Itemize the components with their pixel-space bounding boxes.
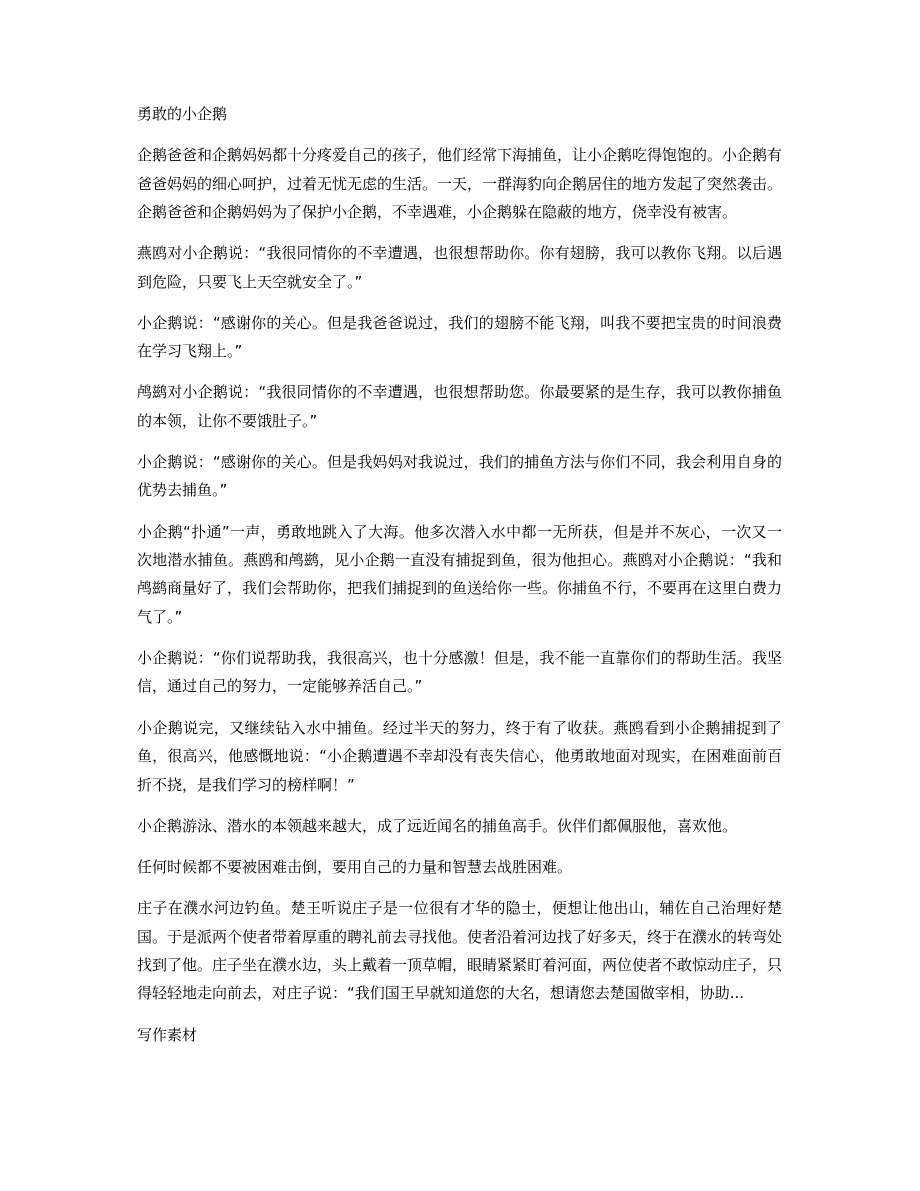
paragraph-10: 任何时候都不要被困难击倒，要用自己的力量和智慧去战胜困难。 [137, 857, 573, 876]
document-page [137, 100, 782, 1049]
paragraph-3: 小企鹅说：“感谢你的关心。但是我爸爸说过，我们的翅膀不能飞翔，叫我不要把宝贵的时间浪费在学习飞翔上。” [137, 313, 782, 361]
paragraph-9: 小企鹅游泳、潜水的本领越来越大，成了远近闻名的捕鱼高手。伙伴们都佩服他，喜欢他。 [137, 816, 738, 835]
paragraph-7: 小企鹅说：“你们说帮助我，我很高兴，也十分感激！但是，我不能一直靠你们的帮助生活。我坚信，通过自己的努力，一定能够养活自己。” [137, 649, 782, 696]
paragraph-5: 小企鹅说：“感谢你的关心。但是我妈妈对我说过，我们的捕鱼方法与你们不同，我会利用自身的优势去捕鱼。” [137, 453, 782, 500]
paragraph-6: 小企鹅“扑通”一声，勇敢地跳入了大海。他多次潜入水中都一无所获，但是并不灰心，一次又一次地潜水捕鱼。燕鸥和鸬鹚，见小企鹅一直没有捕捉到鱼，很为他担心。燕鸥对小企鹅说：“我和鸬鹚商量好了，我们会帮助你，把我们捕捉到的鱼送给你一些。你捕鱼不行，不要再在这里白费力气了。” [137, 522, 783, 626]
document-title: 勇敢的小企鹅 [137, 105, 228, 123]
paragraph-8: 小企鹅说完，又继续钻入水中捕鱼。经过半天的努力，终于有了收获。燕鸥看到小企鹅捕捉到了鱼，很高兴，他感慨地说：“小企鹅遭遇不幸却没有丧失信心，他勇敢地面对现实，在困难面前百折不挠，是我们学习的榜样啊！” [137, 718, 782, 794]
paragraph-4: 鸬鹚对小企鹅说：“我很同情你的不幸遭遇，也很想帮助您。你最要紧的是生存，我可以教你捕鱼的本领，让你不要饿肚子。” [137, 383, 782, 430]
paragraph-11: 庄子在濮水河边钓鱼。楚王听说庄子是一位很有才华的隐士，便想让他出山，辅佐自己治理好楚国。于是派两个使者带着厚重的聘礼前去寻找他。使者沿着河边找了好多天，终于在濮水的转弯处找到了他。庄子坐在濮水边，头上戴着一顶草帽，眼睛紧紧盯着河面，两位使者不敢惊动庄子，只得轻轻地走向前去，对庄子说：“我们国王早就知道您的大名，想请您去楚国做宰相，协助... [137, 899, 783, 1003]
paragraph-1: 企鹅爸爸和企鹅妈妈都十分疼爱自己的孩子，他们经常下海捕鱼，让小企鹅吃得饱饱的。小企鹅有爸爸妈妈的细心呵护，过着无忧无虑的生活。一天，一群海豹向企鹅居住的地方发起了突然袭击。企鹅爸爸和企鹅妈妈为了保护小企鹅，不幸遇难，小企鹅躲在隐蔽的地方，侥幸没有被害。 [137, 146, 783, 222]
paragraph-2: 燕鸥对小企鹅说：“我很同情你的不幸遭遇，也很想帮助你。你有翅膀，我可以教你飞翔。以后遇到危险，只要飞上天空就安全了。” [137, 244, 782, 291]
footer-label: 写作素材 [137, 1025, 198, 1044]
